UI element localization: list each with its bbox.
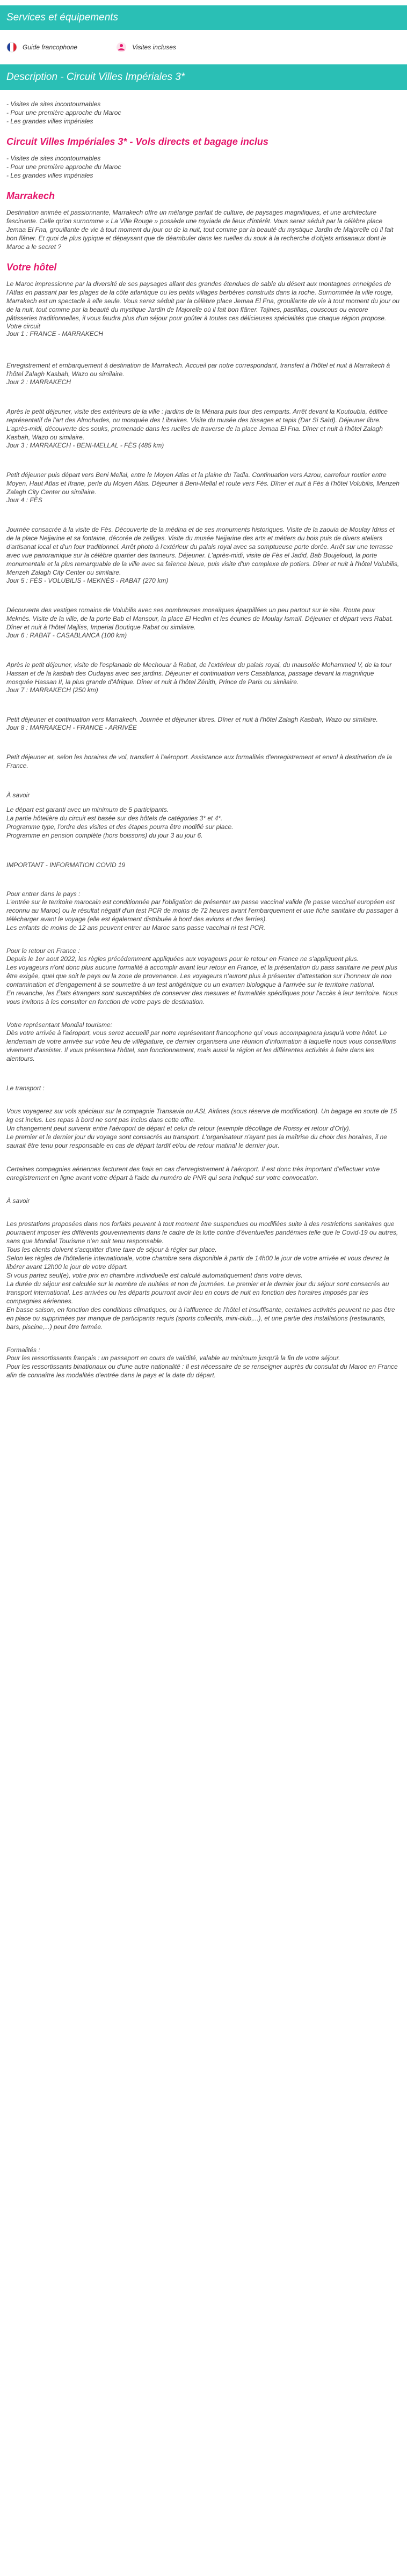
day-text: Petit déjeuner puis départ vers Beni Mellal, entre le Moyen Atlas et la plaine du Tadla. Continuation vers Azrou, carrefour routier entre Moyen, Haut Atlas et Ifrane, perle du Moyen Atlas. Déjeuner à Beni-Mellal et route vers Fès. Dîner et nuit à Fès à l'hôtel Volubilis, Menzeh Zalagh City Center ou similaire.	[6, 471, 399, 496]
services-list	[0, 30, 407, 64]
a-savoir-2-text: Selon les règles de l'hôtellerie internationale, votre chambre sera disponible à partir de 14h00 le jour de votre arrivée et vous devrez la libérer avant 12h00 le jour de votre départ.	[6, 1254, 389, 1271]
a-savoir-line: Programme type, l'ordre des visites et des étapes pourra être modifié sur place.	[6, 823, 234, 831]
sub-line: - Les grandes villes impériales	[6, 172, 93, 179]
a-savoir-2-text: Tous les clients doivent s'acquitter d'une taxe de séjour à régler sur place.	[6, 1246, 217, 1253]
covid-entry-title: Pour entrer dans le pays :	[6, 890, 81, 898]
representant-text: Dès votre arrivée à l'aéroport, vous serez accueilli par notre représentant francophone qui vous accompagnera jusqu'à votre hôtel. Le lendemain de votre arrivée sur votre lieu de villégiature, ce dernier organisera une réunion d'information à laquelle nous vous conseillons vivement d'assister. Il vous présentera l'hôtel, son fonctionnement, mais aussi la région et les différentes activités à faire dans les alentours.	[6, 1029, 396, 1062]
sub-line: - Pour une première approche du Maroc	[6, 163, 121, 171]
a-savoir-title: À savoir	[6, 791, 30, 799]
visits-icon	[116, 42, 127, 53]
a-savoir-2-text: Si vous partez seul(e), votre prix en chambre individuelle est calculé automatiquement dans votre devis.	[6, 1272, 303, 1279]
transport-text: Un changement peut survenir entre l'aéroport de départ et celui de retour (exemple décollage de Roissy et retour d'Orly).	[6, 1125, 351, 1132]
day-text: Enregistrement et embarquement à destination de Marrakech. Accueil par notre correspondant, transfert à l'hôtel et nuit à Marrakech à l'hôtel Zalagh Kasbah, Wazo ou similaire.	[6, 362, 390, 378]
day-text: Après le petit déjeuner, visite des extérieurs de la ville : jardins de la Ménara puis tour des remparts. Arrêt devant la Koutoubia, édifice représentatif de l'art des Almohades, ou mosquée des Libraires. Visite du musée des tissages et tapis (Dar Si Saïd). Déjeuner libre. L'après-midi, découverte des souks, promenade dans les ruelles de traverse de la place Jemaa El Fna. Dîner et nuit à l'hôtel Zalagh Kasbah, Wazo ou similaire.	[6, 408, 388, 441]
service-visits-label: Visites incluses	[132, 43, 176, 51]
retour-text: Les voyageurs n'ont donc plus aucune formalité à accomplir avant leur retour en France, et la présentation du pass sanitaire ne peut plus être exigée, quel que soit le pays ou la zone de provenance. Les voyageurs n'auront plus à présenter d'attestation sur l'honneur de non contamination et d'engagement à se soumettre à un test antigénique ou un examen biologique à l'arrivée sur le territoire national.	[6, 964, 398, 988]
description-header	[0, 64, 407, 90]
covid-entry-text: L'entrée sur le territoire marocain est conditionnée par l'obligation de présenter un passe vaccinal valide (le passe vaccinal européen est reconnu au Maroc) ou le résultat négatif d'un test PCR de moins de 72 heures avant l'embarquement et une fiche sanitaire du passager à télécharger avant le voyage (elle est également distribuée à bord des avions et des ferries).	[6, 898, 398, 923]
intro-line: - Pour une première approche du Maroc	[6, 109, 121, 116]
retour-title: Pour le retour en France :	[6, 947, 80, 955]
marrakech-text: Destination animée et passionnante, Marrakech offre un mélange parfait de culture, de paysages magnifiques, et une architecture fascinante. Celle qu'on surnomme « La Ville Rouge » possède une myriade de lieux d'intérêt. Vous serez séduit par la célèbre place Jemaa El Fna, grouillante de vie à tout moment du jour ou de la nuit, tout comme par la beauté du mystique Jardin de Majorelle où il fait bon flâner. Et quoi de plus typique et dépaysant que de déambuler dans les ruelles du souk à la recherche d'objets artisanaux dont le Maroc a le secret ?	[6, 209, 394, 251]
formalites-text: Pour les ressortissants français : un passeport en cours de validité, valable au minimum jusqu'à la fin de votre séjour.	[6, 1354, 340, 1362]
service-guide	[6, 42, 77, 53]
day-text: Petit déjeuner et continuation vers Marrakech. Journée et déjeuner libres. Dîner et nuit à l'hôtel Zalagh Kasbah, Wazo ou similaire.	[6, 716, 378, 723]
transport-text: Vous voyagerez sur vols spéciaux sur la compagnie Transavia ou ASL Airlines (sous réserve de modification). Un bagage en soute de 15 kg est inclus. Les repas à bord ne sont pas inclus dans cette offre.	[6, 1107, 397, 1124]
a-savoir-2-text: En basse saison, en fonction des conditions climatiques, ou à l'affluence de l'hôtel et insuffisante, certaines activités peuvent ne pas être en place ou supprimées par manque de participants requis (sports collectifs, mini-club,...), et une partie des installations (restaurants, bars, piscine,...) peut être fermée.	[6, 1306, 395, 1331]
day-list	[6, 330, 401, 770]
covid-title: IMPORTANT - INFORMATION COVID 19	[6, 861, 126, 869]
day-text: Après le petit déjeuner, visite de l'esplanade de Mechouar à Rabat, de l'extérieur du palais royal, du mausolée Mohammed V, de la tour Hassan et de la kasbah des Oudayas avec ses jardins. Déjeuner et continuation vers Casablanca, passage devant la magnifique mosquée Hassan II, la plus grande d'Afrique. Dîner et nuit à l'hôtel Zénith, Prince de Paris ou similaire.	[6, 661, 392, 686]
day-text: Petit déjeuner et, selon les horaires de vol, transfert à l'aéroport. Assistance aux formalités d'enregistrement et envol à destination de la France.	[6, 753, 392, 769]
a-savoir-2-text: Les prestations proposées dans nos forfaits peuvent à tout moment être suspendues ou modifiées suite à des restrictions sanitaires que pourraient imposer les différents gouvernements dans le cadre de la lutte contre d'éventuelles pandémies telle que le Covid-19 ou autres, sans que Mondial Tourisme n'en soit tenu responsable.	[6, 1220, 398, 1245]
a-savoir-line: Le départ est garanti avec un minimum de 5 participants.	[6, 806, 169, 813]
day-text: Découverte des vestiges romains de Volubilis avec ses nombreuses mosaïques éparpillées un peu partout sur le site. Route pour Meknès. Visite de la ville, de la porte Bab el Mansour, la place El Hedim et les écuries de Moulay Ismaïl. Déjeuner et départ vers Rabat. Dîner et nuit à l'hôtel Majliss, Imperial Boutique Rabat ou similaire.	[6, 606, 394, 631]
votre-hotel-title: Votre hôtel	[6, 262, 57, 273]
day-title: Jour 8 : MARRAKECH - FRANCE - ARRIVÉE	[6, 724, 137, 731]
day-title: Jour 3 : MARRAKECH - BENI-MELLAL - FÈS (485 km)	[6, 442, 164, 449]
retour-text: En revanche, les États étrangers sont susceptibles de conserver des mesures et formalités spécifiques pour l'accès à leur territoire. Nous vous invitons à les consulter en fonction de votre pays de destination.	[6, 989, 398, 1006]
description-content	[0, 90, 407, 1379]
hotel-text: Le Maroc impressionne par la diversité de ses paysages allant des grandes étendues de sable du désert aux montagnes enneigées de l'Atlas en passant par les plages de la côte atlantique ou les petits villages berbères construits dans la roche. Surnommée la ville rouge, Marrakech est un spectacle à elle seule. Vous serez séduit par la célèbre place Jemaa El Fna, grouillante de vie à tout moment du jour ou de la nuit, tout comme par la beauté du mystique Jardin de Majorelle où il fait bon flâner. Tajines, pastillas, couscous ou encore pâtisseries traditionnelles, il vous faudra plus d'un séjour pour goûter à toutes ces délicieuses spécialités que chaque région propose.	[6, 280, 399, 322]
service-visits	[116, 42, 176, 53]
services-header	[0, 5, 407, 30]
description-title: Description - Circuit Villes Impériales 3*	[6, 71, 185, 83]
a-savoir-line: La partie hôtelière du circuit est basée sur des hôtels de catégories 3* et 4*.	[6, 814, 223, 822]
circuit-subtitle: Circuit Villes Impériales 3* - Vols directs et bagage inclus	[6, 136, 268, 147]
votre-circuit-label: Votre circuit	[6, 322, 40, 330]
a-savoir-2-title: À savoir	[6, 1197, 30, 1205]
transport-text: Certaines compagnies aériennes facturent des frais en cas d'enregistrement à l'aéroport. Il est donc très important d'effectuer votre enregistrement en ligne avant votre départ à l'aide du numéro de PNR qui sera indiqué sur votre convocation.	[6, 1165, 380, 1181]
sub-line: - Visites de sites incontournables	[6, 155, 101, 162]
retour-text: Depuis le 1er aout 2022, les règles précédemment appliquées aux voyageurs pour le retour en France ne s'appliquent plus.	[6, 955, 359, 963]
day-title: Jour 6 : RABAT - CASABLANCA (100 km)	[6, 632, 127, 639]
formalites-text: Pour les ressortissants binationaux ou d'une autre nationalité : Il est nécessaire de se renseigner auprès du consulat du Maroc en France afin de connaître les modalités d'entrée dans le pays et la date du départ.	[6, 1363, 398, 1379]
day-title: Jour 5 : FÈS - VOLUBILIS - MEKNÈS - RABAT (270 km)	[6, 577, 169, 584]
formalites-title: Formalités :	[6, 1346, 40, 1354]
intro-line: - Visites de sites incontournables	[6, 100, 101, 108]
transport-title: Le transport :	[6, 1084, 45, 1092]
covid-children-text: Les enfants de moins de 12 ans peuvent entrer au Maroc sans passe vaccinal ni test PCR.	[6, 924, 266, 931]
representant-title: Votre représentant Mondial tourisme:	[6, 1021, 112, 1029]
day-title: Jour 4 : FÈS	[6, 496, 42, 504]
services-title: Services et équipements	[6, 12, 119, 23]
a-savoir-line: Programme en pension complète (hors boissons) du jour 3 au jour 6.	[6, 832, 203, 839]
french-flag-icon	[6, 42, 17, 53]
intro-line: - Les grandes villes impériales	[6, 118, 93, 125]
transport-text: Le premier et le dernier jour du voyage sont consacrés au transport. L'organisateur n'ayant pas la maîtrise du choix des horaires, il ne saurait être tenu pour responsable en cas de départ tardif et/ou de retour matinal le dernier jour.	[6, 1133, 387, 1149]
intro-list	[6, 100, 401, 126]
day-title: Jour 2 : MARRAKECH	[6, 378, 71, 386]
service-guide-label: Guide francophone	[23, 43, 78, 51]
day-title: Jour 7 : MARRAKECH (250 km)	[6, 686, 98, 694]
day-text: Journée consacrée à la visite de Fès. Découverte de la médina et de ses monuments historiques. Visite de la zaouia de Moulay Idriss et de la place Nejjarine et sa fontaine, décorée de zelliges. Visite du musée Nejjarine des arts et métiers du bois puis de divers ateliers d'artisanat local et d'un four traditionnel. Arrêt photo à l'extérieur du palais royal avec sa somptueuse porte dorée. Arrêt sur une terrasse avec vue panoramique sur la célèbre quartier des tanneurs. Déjeuner. L'après-midi, visite de Fès el Jadid, Bab Boujeloud, la porte monumentale et la plus remarquable de la ville avec sa faïence bleue, puis visite d'un complexe de potiers. Dîner et nuit à l'hôtel Volubilis, Menzeh Zalagh City Center ou similaire.	[6, 526, 399, 576]
sub-list	[6, 154, 401, 180]
marrakech-title: Marrakech	[6, 190, 55, 201]
a-savoir-2-text: La durée du séjour est calculée sur le nombre de nuitées et non de journées. Le premier et le dernier jour du séjour sont consacrés au transport international. Les arrivées ou les départs pourront avoir lieu en cours de nuit en fonction des horaires imposés par les compagnies aériennes.	[6, 1280, 389, 1305]
day-title: Jour 1 : FRANCE - MARRAKECH	[6, 330, 104, 337]
a-savoir-list	[6, 805, 401, 840]
